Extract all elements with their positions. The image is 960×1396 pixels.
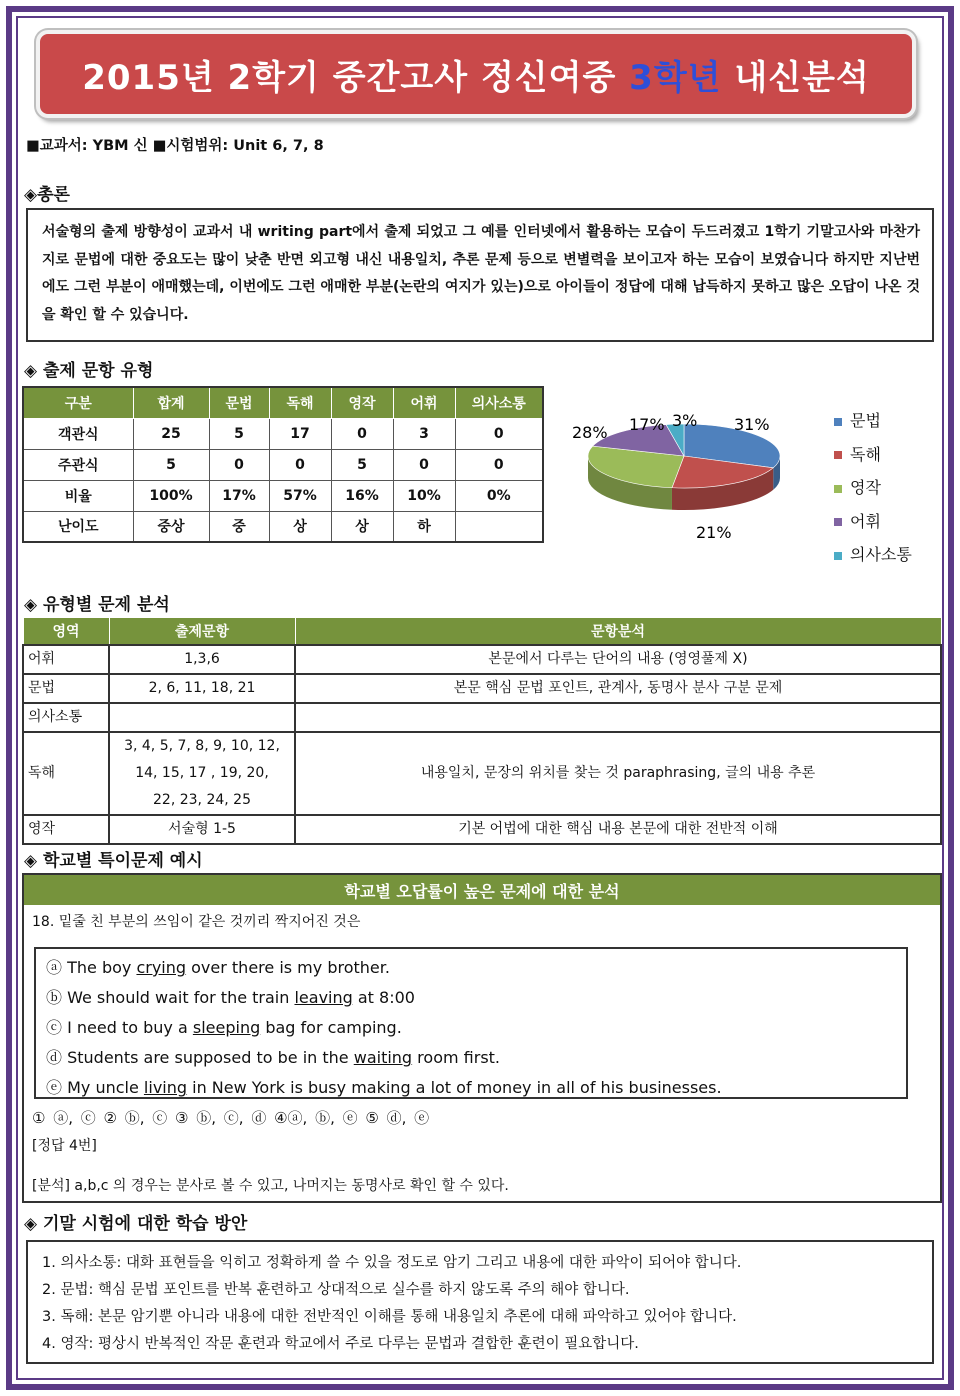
table-cell: 객관식 — [23, 418, 133, 449]
table-cell: 57% — [269, 480, 331, 511]
table-row — [23, 511, 543, 542]
table-cell: 2, 6, 11, 18, 21 — [109, 674, 295, 703]
table-cell: 17 — [269, 418, 331, 449]
table-cell: 주관식 — [23, 449, 133, 480]
table-cell: 서술형 1-5 — [109, 815, 295, 844]
table-cell: 0 — [393, 449, 455, 480]
legend-label: 의사소통 — [850, 545, 912, 564]
table-cell: 본문에서 다루는 단어의 내용 (영영풀제 X) — [295, 645, 941, 674]
legend-swatch — [834, 485, 842, 493]
header-cell: 문법 — [209, 387, 269, 418]
table-cell: 독해 — [23, 732, 109, 815]
table-cell: 25 — [133, 418, 209, 449]
table-cell: 16% — [331, 480, 393, 511]
sentence-pre: The boy — [67, 958, 137, 977]
table-header-row — [23, 387, 543, 418]
sentence-underlined: sleeping — [192, 1018, 261, 1037]
table-row — [23, 645, 941, 674]
pie-label-communication-pct: 3% — [672, 411, 698, 430]
table-cell: 10% — [393, 480, 455, 511]
sentence-pre: We should wait for the train — [67, 988, 295, 1007]
table-cell — [295, 703, 941, 732]
table-cell: 0 — [269, 449, 331, 480]
table-cell: 하 — [393, 511, 455, 542]
overview-title: ◈총론 — [24, 185, 70, 205]
question-types-table — [22, 386, 544, 543]
special-question-box — [22, 873, 942, 1203]
table-cell: 상 — [269, 511, 331, 542]
table-cell — [109, 703, 295, 732]
table-cell: 0 — [455, 418, 543, 449]
table-cell: 3 — [393, 418, 455, 449]
title-banner — [36, 30, 916, 118]
sentence-post: in New York is busy making a lot of money in all of his businesses. — [187, 1078, 722, 1097]
table-cell: 난이도 — [23, 511, 133, 542]
header-cell: 의사소통 — [455, 387, 543, 418]
plan-title: ◈ 기말 시험에 대한 학습 방안 — [24, 1214, 248, 1234]
sentence-item — [46, 953, 896, 983]
sentence-post: bag for camping. — [260, 1018, 402, 1037]
legend-label: 문법 — [850, 411, 881, 430]
legend-swatch — [834, 451, 842, 459]
page-title — [82, 50, 870, 99]
table-cell: 중상 — [133, 511, 209, 542]
header-cell: 문항분석 — [295, 618, 941, 645]
title-grade: 3학년 — [629, 57, 722, 98]
question-stem: 18. 밑줄 친 부분의 쓰임이 같은 것끼리 짝지어진 것은 — [32, 914, 361, 930]
table-cell: 문법 — [23, 674, 109, 703]
legend-item — [834, 505, 912, 539]
table-cell: 비율 — [23, 480, 133, 511]
title-part1: 2015년 2학기 중간고사 정신여중 — [82, 57, 617, 98]
header-cell: 영역 — [23, 618, 109, 645]
table-cell: 기본 어법에 대한 핵심 내용 본문에 대한 전반적 이해 — [295, 815, 941, 844]
sentence-pre: Students are supposed to be in the — [67, 1048, 354, 1067]
table-cell: 0 — [331, 418, 393, 449]
table-header-row — [23, 618, 941, 645]
sentence-item — [46, 1013, 896, 1043]
question-sentences-box — [34, 947, 908, 1099]
sentence-underlined: living — [143, 1078, 188, 1097]
legend-label: 독해 — [850, 444, 881, 464]
table-cell: 0% — [455, 480, 543, 511]
table-cell: 본문 핵심 문법 포인트, 관계사, 동명사 분사 구분 문제 — [295, 674, 941, 703]
table-cell: 5 — [331, 449, 393, 480]
plan-item: 2. 문법: 핵심 문법 포인트를 반복 훈련하고 상대적으로 실수를 하지 않도록 주의 해야 합니다. — [42, 1282, 630, 1298]
header-cell: 어휘 — [393, 387, 455, 418]
table-row — [23, 674, 941, 703]
types-title: ◈ 출제 문항 유형 — [24, 361, 154, 381]
sentence-pre: My uncle — [67, 1078, 144, 1097]
legend-swatch — [834, 552, 842, 560]
study-plan-box — [26, 1240, 934, 1364]
sentence-mark: ⓓ — [46, 1048, 63, 1067]
pie-label-writing-pct: 21% — [696, 523, 732, 542]
sentence-post: at 8:00 — [352, 988, 415, 1007]
answer-analysis: [분석] a,b,c 의 경우는 분사로 볼 수 있고, 나머지는 동명사로 확인 할 수 있다. — [32, 1178, 509, 1194]
sentence-underlined: leaving — [294, 988, 353, 1007]
sentence-post: over there is my brother. — [186, 958, 390, 977]
table-cell: 100% — [133, 480, 209, 511]
header-cell: 구분 — [23, 387, 133, 418]
plan-item: 3. 독해: 본문 암기뿐 아니라 내용에 대한 전반적인 이해를 통해 내용일치 추론에 대해 파악하고 있어야 합니다. — [42, 1309, 737, 1325]
header-cell: 합계 — [133, 387, 209, 418]
legend-label: 어휘 — [850, 511, 881, 531]
table-cell: 1,3,6 — [109, 645, 295, 674]
sentence-item — [46, 1043, 896, 1073]
table-cell: 0 — [455, 449, 543, 480]
sentence-underlined: crying — [136, 958, 187, 977]
pie-label-eohwi-pct: 17% — [629, 415, 665, 434]
table-cell: 의사소통 — [23, 703, 109, 732]
analysis-table — [22, 617, 942, 845]
chart-legend — [834, 404, 912, 572]
special-title: ◈ 학교별 특이문제 예시 — [24, 851, 203, 871]
sentence-underlined: waiting — [353, 1048, 413, 1067]
legend-label: 영작 — [850, 478, 881, 497]
table-cell: 0 — [209, 449, 269, 480]
header-cell: 출제문항 — [109, 618, 295, 645]
sentence-mark: ⓒ — [46, 1018, 63, 1037]
table-cell: 5 — [133, 449, 209, 480]
sentence-mark: ⓑ — [46, 988, 63, 1007]
legend-swatch — [834, 418, 842, 426]
table-cell — [455, 511, 543, 542]
answer-choices: ① ⓐ, ⓒ ② ⓑ, ⓒ ③ ⓑ, ⓒ, ⓓ ④ⓐ, ⓑ, ⓔ ⑤ ⓓ, ⓔ — [32, 1109, 430, 1127]
sentence-post: room first. — [412, 1048, 501, 1067]
analysis-title: ◈ 유형별 문제 분석 — [24, 595, 170, 615]
table-cell: 17% — [209, 480, 269, 511]
table-row — [23, 449, 543, 480]
table-row — [23, 480, 543, 511]
special-box-header: 학교별 오답률이 높은 문제에 대한 분석 — [24, 875, 940, 905]
table-row — [23, 732, 941, 815]
table-row — [23, 703, 941, 732]
table-cell: 어휘 — [23, 645, 109, 674]
textbook-range-info: ■교과서: YBM 신 ■시험범위: Unit 6, 7, 8 — [26, 138, 324, 154]
legend-item — [834, 471, 912, 505]
table-cell: 상 — [331, 511, 393, 542]
legend-swatch — [834, 518, 842, 526]
overview-text: 서술형의 출제 방향성이 교과서 내 writing part에서 출제 되었고 그 예를 인터넷에서 활용하는 모습이 두드러졌고 1학기 기말고사와 마찬가지로 문법에 대한 중요도는 많이 낮춘 반면 외고형 내신 내용일치, 추론 문제 등으로 변별력을 보이고자 하는 모습이 보였습니다 하지만 지난번에도 그런 부분이 애매했는데, 이번에도 그런 애매한 부분(논란의 여지가 있는)으로 아이들이 정답에 대해 납득하지 못하고 많은 오답이 나온 것을 확인 할 수 있습니다. — [26, 208, 934, 342]
table-cell: 5 — [209, 418, 269, 449]
table-cell: 중 — [209, 511, 269, 542]
pie-label-grammar-pct: 31% — [734, 415, 770, 434]
title-part2: 내신분석 — [734, 57, 870, 98]
legend-item — [834, 404, 912, 438]
table-cell: 3, 4, 5, 7, 8, 9, 10, 12, 14, 15, 17 , 19, 20, 22, 23, 24, 25 — [109, 732, 295, 815]
table-row — [23, 815, 941, 844]
sentence-item — [46, 1073, 896, 1103]
pie-label-dokhae-pct: 28% — [572, 423, 608, 442]
plan-item: 4. 영작: 평상시 반복적인 작문 훈련과 학교에서 주로 다루는 문법과 결합한 훈련이 필요합니다. — [42, 1336, 639, 1352]
header-cell: 영작 — [331, 387, 393, 418]
sentence-mark: ⓔ — [46, 1078, 63, 1097]
table-cell: 영작 — [23, 815, 109, 844]
sentence-mark: ⓐ — [46, 958, 63, 977]
table-cell: 내용일치, 문장의 위치를 찾는 것 paraphrasing, 글의 내용 추론 — [295, 732, 941, 815]
header-cell: 독해 — [269, 387, 331, 418]
sentence-item — [46, 983, 896, 1013]
table-row — [23, 418, 543, 449]
plan-item: 1. 의사소통: 대화 표현들을 익히고 정확하게 쓸 수 있을 정도로 암기 그리고 내용에 대한 파악이 되어야 합니다. — [42, 1255, 742, 1271]
correct-answer: [정답 4번] — [32, 1138, 97, 1154]
legend-item — [834, 538, 912, 572]
sentence-pre: I need to buy a — [67, 1018, 193, 1037]
legend-item — [834, 438, 912, 472]
